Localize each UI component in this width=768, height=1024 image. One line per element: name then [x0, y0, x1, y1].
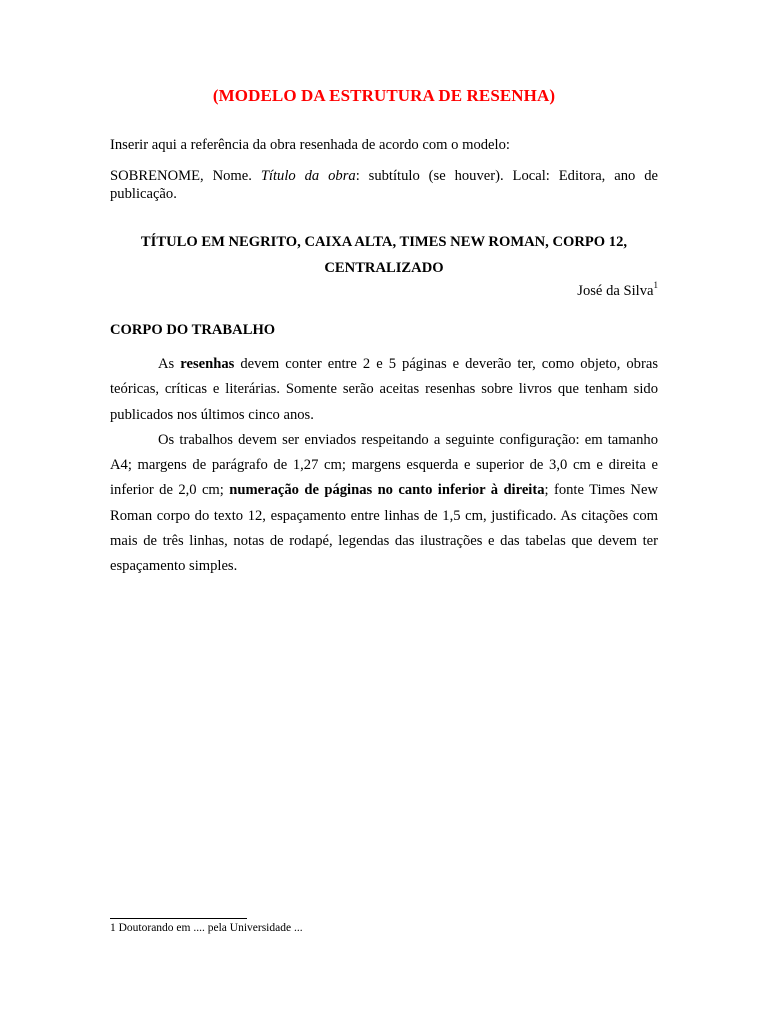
footnote-text: 1 Doutorando em .... pela Universidade ... — [110, 922, 303, 934]
paragraph-1-bold: resenhas — [180, 356, 235, 372]
work-title-line-1: TÍTULO EM NEGRITO, CAIXA ALTA, TIMES NEW ROMAN, CORPO 12, — [140, 234, 628, 250]
paragraph-2-rest: ; fonte Times New Roman corpo do texto 12, espaçamento entre linhas de 1,5 cm, justificado. As citações com mais de três linhas, notas de rodapé, legendas das ilustrações e das tabelas que devem ter espaçamento simples. — [110, 482, 658, 575]
paragraph-2-bold: numeração de páginas no canto inferior à direita — [229, 482, 545, 499]
reference-model-work-title: Título da obra — [260, 168, 356, 184]
paragraph-1-start: As — [158, 356, 181, 372]
author-line — [577, 281, 658, 300]
work-title-line-2: CENTRALIZADO — [324, 259, 444, 276]
reference-model-author: SOBRENOME, Nome. — [110, 168, 261, 184]
body-text — [110, 352, 658, 580]
body-paragraph-1 — [110, 352, 658, 428]
footnote-separator — [110, 918, 247, 919]
reference-model — [110, 168, 658, 203]
reference-model-details: : subtítulo (se houver). Local: Editora, ano de publicação. — [110, 168, 659, 202]
work-title — [110, 230, 658, 281]
paragraph-2-start: Os trabalhos devem ser enviados respeitando a seguinte configuração: em tamanho A4; margens de parágrafo de 1,27 cm; margens esquerda e superior de 3,0 cm e direita e inferior de 2,0 cm; — [110, 431, 658, 499]
paragraph-1-rest: devem conter entre 2 e 5 páginas e deverão ter, como objeto, obras teóricas, críticas e literárias. Somente serão aceitas resenhas sobre livros que tenham sido publicados nos últimos cinco anos. — [110, 356, 658, 423]
author-name: José da Silva — [577, 282, 654, 299]
section-heading: CORPO DO TRABALHO — [110, 322, 276, 338]
body-paragraph-2 — [110, 428, 658, 580]
reference-intro: Inserir aqui a referência da obra resenhada de acordo com o modelo: — [110, 137, 510, 153]
author-footnote-mark: 1 — [653, 280, 658, 290]
document-heading: (MODELO DA ESTRUTURA DE RESENHA) — [212, 86, 556, 105]
